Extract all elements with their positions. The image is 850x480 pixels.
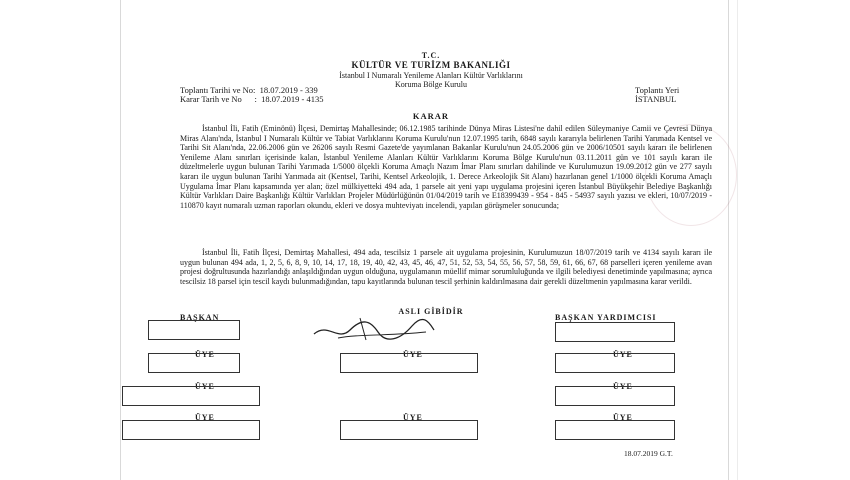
signature-box-uye-5 [555, 386, 675, 406]
label-uye-1: ÜYE [195, 350, 215, 359]
label-baskan-yardimcisi: BAŞKAN YARDIMCISI [555, 313, 657, 322]
signature-box-uye-1 [148, 353, 240, 373]
meeting-date-no: Toplantı Tarihi ve No: 18.07.2019 - 339 [180, 85, 318, 95]
label-uye-2: ÜYE [403, 350, 423, 359]
label-uye-6: ÜYE [195, 413, 215, 422]
signature-box-uye-2 [340, 353, 478, 373]
header-board-line1: İstanbul I Numaralı Yenileme Alanları Kültür Varlıklarını [339, 71, 523, 80]
label-baskan: BAŞKAN [180, 313, 220, 322]
karar-title: KARAR [412, 111, 450, 121]
decision-paragraph-2: İstanbul İli, Fatih İlçesi, Demirtaş Mahallesi, 494 ada, tescilsiz 1 parsele ait uygulama projesinin, Kurulumuzun 18/07/2019 tarih ve 4134 sayılı kararı ile uygun bulunan 494 ada, 1, 2, 5, 6, 8, 9, 10, 14, 17, 18, 19, 40, 42, 43, 45, 46, 47, 51, 52, 53, 54, 55, 56, 57, 58, 59, 61, 66, 67, 68 parselleri içeren yenileme avan projesi doğrultusunda hazırlandığı anlaşıldığından uygun olduğuna, uygulamanın müellif mimar sorumluluğunda ve ilgili belediyesi denetiminde yapılmasına; ayrıca tescilsiz 18 parsel için tescil kaydı bulunmadığından, tapu kayıtlarında bulunan tescil şerhinin kaldırılmasına dair gerekli düzeltmenin yapılmasına karar verildi. [180, 248, 712, 286]
signature-icon [308, 312, 438, 346]
decision-date-no: Karar Tarih ve No : 18.07.2019 - 4135 [180, 94, 324, 104]
signature-box-uye-4 [122, 386, 260, 406]
signature-box-uye-7 [340, 420, 478, 440]
label-uye-4: ÜYE [195, 382, 215, 391]
header-tc: T.C. [421, 51, 441, 60]
signature-box-uye-6 [122, 420, 260, 440]
signature-box-uye-8 [555, 420, 675, 440]
header-board-line2: Koruma Bölge Kurulu [395, 80, 467, 89]
label-uye-5: ÜYE [613, 382, 633, 391]
signature-box-uye-3 [555, 353, 675, 373]
label-uye-3: ÜYE [613, 350, 633, 359]
page-edge-right [728, 0, 729, 480]
decision-paragraph-1: İstanbul İli, Fatih (Eminönü) İlçesi, Demirtaş Mahallesinde; 06.12.1985 tarihinde Dünya Miras Listesi'ne dahil edilen Süleymaniye Camii ve Çevresi Dünya Miras Alanı'nda, İstanbul I Numaralı Kültür ve Tabiat Varlıklarını Koruma Kurulu'nun 12.07.1995 tarih, 6848 sayılı kararıyla belirlenen Tarihi Yarımada Kentsel ve Tarihi Sit Alanı'nda, 22.06.2006 gün ve 26206 sayılı Resmi Gazete'de yayımlanan Bakanlar Kurulu'nun 24.05.2006 gün ve 2006/10501 sayılı kararı ile belirlenen Yenileme Alanı sınırları içerisinde kalan, İstanbul Yenileme Alanları Kültür Varlıklarını Koruma Bölge Kurulu'nun 03.11.2011 gün ve 101 sayılı kararı ile düzeltmelerle uygun bulunan Tarihi Yarımada 1/5000 ölçekli Koruma Amaçlı Nazım İmar Planı sınırları dahilinde ve Kurulumuzun 19.09.2012 gün ve 277 sayılı kararı ile uygun bulunan Tarihi Yarımada ait (Kentsel, Tarihi, Kentsel Arkeolojik, 1. Derece Arkeolojik Sit Alanı) hazırlanan genel 1/1000 ölçekli Koruma Amaçlı Uygulama İmar Planı kapsamında yer alan; özel mülkiyetteki 494 ada, 1 parsele ait yeni yapı uygulama projesini içeren İstanbul Büyükşehir Belediye Başkanlığı Kültür Varlıkları Daire Başkanlığı Kültür Varlıkları Projeler Müdürlüğünün 01/04/2019 tarih ve E18399439 - 954 - 845 - 54937 sayılı yazısı ve ekleri, 10/07/2019 - 110870 kayıt numaralı uzman raporları okundu, ekleri ve dosya muhteviyatı incelendi, yapılan görüşmeler sonucunda; [180, 124, 712, 210]
signature-box-baskan-yardimcisi [555, 322, 675, 342]
footer-date: 18.07.2019 G.T. [624, 449, 673, 458]
label-uye-7: ÜYE [403, 413, 423, 422]
page-edge-left [120, 0, 121, 480]
asli-gibidir-stamp: ASLI GİBİDİR [398, 307, 464, 316]
meeting-place-value: İSTANBUL [635, 94, 677, 104]
signature-box-baskan [148, 320, 240, 340]
label-uye-8: ÜYE [613, 413, 633, 422]
meeting-place-label: Toplantı Yeri [635, 85, 680, 95]
decision-document [140, 40, 722, 475]
header-ministry: KÜLTÜR VE TURİZM BAKANLIĞI [351, 60, 511, 70]
page-edge-right-shadow [737, 0, 738, 480]
